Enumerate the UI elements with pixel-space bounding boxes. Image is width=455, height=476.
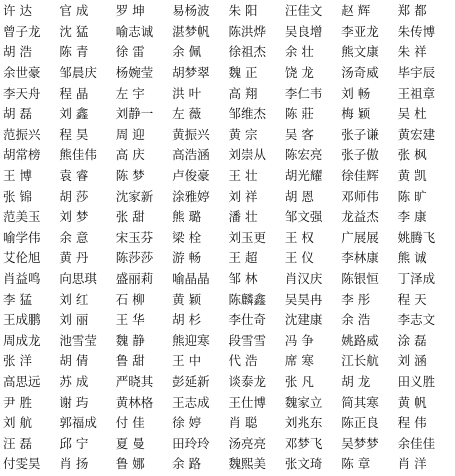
roster-name-cell: 姚腾飞 bbox=[397, 229, 436, 245]
roster-row bbox=[2, 83, 453, 104]
roster-name-cell: 喻晶晶 bbox=[172, 271, 210, 287]
roster-row bbox=[2, 104, 453, 125]
roster-name-cell: 严晓其 bbox=[115, 373, 154, 389]
roster-name-cell: 肖 聪 bbox=[228, 415, 258, 431]
roster-name-cell: 余佳佳 bbox=[397, 435, 436, 451]
roster-name-cell: 胡 磊 bbox=[3, 106, 32, 122]
roster-name-cell: 黄 凯 bbox=[397, 168, 427, 184]
roster-name-cell: 罗 坤 bbox=[115, 3, 145, 19]
roster-row bbox=[2, 186, 453, 207]
roster-name-cell: 王仕博 bbox=[228, 394, 267, 410]
roster-name-cell: 陈洪烨 bbox=[228, 23, 267, 39]
roster-name-cell: 田义胜 bbox=[397, 373, 436, 389]
roster-name-cell: 谈泰龙 bbox=[228, 373, 267, 389]
roster-name-cell: 邹维杰 bbox=[228, 106, 267, 122]
roster-name-cell: 梅 颖 bbox=[341, 106, 371, 122]
roster-name-cell: 李 猛 bbox=[3, 291, 32, 307]
roster-name-cell: 黄 宗 bbox=[228, 126, 258, 142]
roster-row bbox=[2, 248, 453, 269]
roster-row bbox=[2, 331, 453, 352]
roster-name-cell: 吴昊冉 bbox=[284, 291, 323, 307]
roster-name-cell: 江长航 bbox=[341, 353, 379, 369]
roster-name-cell: 朱传博 bbox=[397, 23, 436, 39]
roster-name-cell: 李仁韦 bbox=[284, 85, 323, 101]
roster-name-cell: 徐佳辉 bbox=[341, 168, 379, 184]
roster-name-cell: 范美玉 bbox=[3, 209, 41, 225]
roster-name-cell: 张子傲 bbox=[341, 147, 379, 163]
roster-name-cell: 张子谦 bbox=[341, 126, 379, 142]
roster-name-cell: 肖益鸣 bbox=[3, 271, 41, 287]
roster-name-cell: 周成龙 bbox=[3, 332, 41, 348]
roster-name-cell: 胡 龙 bbox=[341, 373, 371, 389]
roster-name-cell: 王 华 bbox=[115, 312, 145, 328]
roster-name-cell: 陈 青 bbox=[59, 44, 89, 60]
roster-name-cell: 张 枫 bbox=[397, 147, 427, 163]
roster-name-cell: 陈莎莎 bbox=[115, 250, 154, 266]
roster-row bbox=[2, 42, 453, 63]
roster-name-cell: 艾伦旭 bbox=[3, 250, 41, 266]
roster-name-cell: 魏家立 bbox=[284, 394, 323, 410]
roster-name-cell: 郑 都 bbox=[397, 3, 427, 19]
roster-name-cell: 付 佳 bbox=[115, 415, 145, 431]
roster-name-cell: 程 昊 bbox=[59, 126, 89, 142]
roster-name-cell: 刘 涵 bbox=[397, 353, 427, 369]
roster-name-cell: 熊佳伟 bbox=[59, 147, 97, 163]
roster-name-cell: 吴良增 bbox=[284, 23, 323, 39]
roster-name-cell: 高 庆 bbox=[115, 147, 145, 163]
roster-name-cell: 易杨波 bbox=[172, 3, 210, 19]
roster-name-cell: 邱 宁 bbox=[59, 435, 89, 451]
roster-name-cell: 宋玉芬 bbox=[115, 229, 154, 245]
roster-name-cell: 汪 磊 bbox=[3, 435, 32, 451]
roster-name-cell: 余世豪 bbox=[3, 65, 41, 81]
roster-name-cell: 魏熙美 bbox=[228, 456, 267, 472]
roster-row bbox=[2, 392, 453, 413]
roster-name-cell: 邹文强 bbox=[284, 209, 323, 225]
roster-name-cell: 郭福成 bbox=[59, 415, 97, 431]
roster-name-cell: 湛梦帆 bbox=[172, 23, 210, 39]
roster-name-cell: 余 佩 bbox=[172, 44, 202, 60]
roster-name-cell: 胡常榜 bbox=[3, 147, 41, 163]
roster-name-cell: 陈 章 bbox=[341, 456, 371, 472]
roster-row bbox=[2, 63, 453, 84]
roster-row bbox=[2, 372, 453, 393]
roster-name-cell: 高浩涵 bbox=[172, 147, 210, 163]
roster-row bbox=[2, 454, 453, 475]
roster-name-cell: 苏 成 bbox=[59, 373, 89, 389]
roster-row bbox=[2, 269, 453, 290]
roster-name-cell: 魏 正 bbox=[228, 65, 258, 81]
roster-name-cell: 杨婉莹 bbox=[115, 65, 154, 81]
roster-name-cell: 曾子龙 bbox=[3, 23, 41, 39]
roster-name-cell: 陈正良 bbox=[341, 415, 379, 431]
roster-name-cell: 沈家新 bbox=[115, 188, 154, 204]
roster-name-cell: 程 伟 bbox=[397, 415, 427, 431]
roster-name-cell: 余 壮 bbox=[284, 44, 314, 60]
roster-name-cell: 王 权 bbox=[284, 229, 314, 245]
roster-row bbox=[2, 228, 453, 249]
roster-name-cell: 许 达 bbox=[3, 3, 32, 19]
roster-name-cell: 余 意 bbox=[59, 229, 89, 245]
roster-name-cell: 田玲玲 bbox=[172, 435, 210, 451]
roster-name-cell: 吴 杜 bbox=[397, 106, 427, 122]
roster-name-cell: 徐 婷 bbox=[172, 415, 202, 431]
roster-name-cell: 潘 壮 bbox=[228, 209, 258, 225]
roster-name-cell: 涂雅婷 bbox=[172, 188, 210, 204]
roster-name-cell: 肖 洋 bbox=[397, 456, 427, 472]
roster-name-cell: 邓梦飞 bbox=[284, 435, 323, 451]
roster-name-cell: 涂 磊 bbox=[397, 332, 427, 348]
roster-name-cell: 刘兆东 bbox=[284, 415, 323, 431]
roster-name-cell: 徐 雷 bbox=[115, 44, 145, 60]
roster-row bbox=[2, 310, 453, 331]
roster-name-cell: 王成鹏 bbox=[3, 312, 41, 328]
roster-name-cell: 胡梦翠 bbox=[172, 65, 210, 81]
roster-row bbox=[2, 433, 453, 454]
roster-name-cell: 陈宏亮 bbox=[284, 147, 323, 163]
roster-name-cell: 熊迎寒 bbox=[172, 332, 210, 348]
roster-name-cell: 王 超 bbox=[228, 250, 258, 266]
roster-name-cell: 高 翔 bbox=[228, 85, 258, 101]
roster-name-cell: 朱 阳 bbox=[228, 3, 258, 19]
roster-name-cell: 余 浩 bbox=[341, 312, 371, 328]
roster-name-cell: 谢 玙 bbox=[59, 394, 89, 410]
roster-name-cell: 沈 猛 bbox=[59, 23, 89, 39]
roster-row bbox=[2, 145, 453, 166]
roster-name-cell: 沈建康 bbox=[284, 312, 323, 328]
roster-name-cell: 李天舟 bbox=[3, 85, 41, 101]
roster-name-cell: 刘 鑫 bbox=[59, 106, 89, 122]
roster-name-cell: 黄林格 bbox=[115, 394, 154, 410]
roster-name-cell: 周 迎 bbox=[115, 126, 145, 142]
roster-name-cell: 广展展 bbox=[341, 229, 379, 245]
roster-name-cell: 席 寒 bbox=[284, 353, 314, 369]
roster-name-cell: 汤奇威 bbox=[341, 65, 379, 81]
roster-name-cell: 黄宏建 bbox=[397, 126, 436, 142]
roster-name-cell: 黄 颖 bbox=[172, 291, 202, 307]
roster-name-cell: 姚路威 bbox=[341, 332, 379, 348]
roster-name-cell: 王 壮 bbox=[228, 168, 258, 184]
roster-name-cell: 李亚龙 bbox=[341, 23, 379, 39]
roster-name-cell: 胡 倩 bbox=[59, 353, 89, 369]
roster-name-cell: 刘 畅 bbox=[341, 85, 371, 101]
roster-name-cell: 鲁 甜 bbox=[115, 353, 145, 369]
roster-name-cell: 熊 诚 bbox=[397, 250, 427, 266]
roster-name-cell: 王 中 bbox=[172, 353, 202, 369]
roster-name-cell: 刘崇从 bbox=[228, 147, 267, 163]
roster-name-cell: 龙益杰 bbox=[341, 209, 379, 225]
roster-name-cell: 李志文 bbox=[397, 312, 436, 328]
roster-name-cell: 李 彤 bbox=[341, 291, 371, 307]
roster-name-cell: 陈麟鑫 bbox=[228, 291, 267, 307]
roster-name-cell: 徐祖杰 bbox=[228, 44, 267, 60]
roster-name-cell: 简其寒 bbox=[341, 394, 379, 410]
roster-name-cell: 毕宇辰 bbox=[397, 65, 436, 81]
roster-name-cell: 盛丽莉 bbox=[115, 271, 154, 287]
roster-name-cell: 邓师伟 bbox=[341, 188, 379, 204]
roster-name-cell: 朱 祥 bbox=[397, 44, 427, 60]
roster-name-cell: 张文琦 bbox=[284, 456, 323, 472]
roster-name-cell: 熊文康 bbox=[341, 44, 379, 60]
roster-name-cell: 王祖章 bbox=[397, 85, 436, 101]
roster-name-cell: 刘 梦 bbox=[59, 209, 89, 225]
roster-name-cell: 袁 睿 bbox=[59, 168, 89, 184]
roster-name-cell: 鲁 娜 bbox=[115, 456, 145, 472]
roster-name-cell: 喻志诚 bbox=[115, 23, 154, 39]
roster-name-cell: 高思远 bbox=[3, 373, 41, 389]
roster-name-cell: 魏 静 bbox=[115, 332, 145, 348]
roster-name-cell: 陈银恒 bbox=[341, 271, 379, 287]
roster-name-cell: 胡 杉 bbox=[172, 312, 202, 328]
roster-name-cell: 汤亮亮 bbox=[228, 435, 267, 451]
roster-name-cell: 王 仪 bbox=[284, 250, 314, 266]
roster-name-cell: 吴梦梦 bbox=[341, 435, 379, 451]
roster-name-cell: 汪佳文 bbox=[284, 3, 323, 19]
roster-name-cell: 王志成 bbox=[172, 394, 210, 410]
roster-name-cell: 赵 辉 bbox=[341, 3, 371, 19]
roster-name-cell: 刘 红 bbox=[59, 291, 89, 307]
roster-name-cell: 程 天 bbox=[397, 291, 427, 307]
roster-name-cell: 张 锦 bbox=[3, 188, 32, 204]
roster-name-cell: 洪 叶 bbox=[172, 85, 202, 101]
roster-name-cell: 左 薇 bbox=[172, 106, 202, 122]
roster-name-cell: 饶 龙 bbox=[284, 65, 314, 81]
roster-name-cell: 刘 丽 bbox=[59, 312, 89, 328]
roster-name-cell: 李林康 bbox=[341, 250, 379, 266]
roster-name-cell: 黄 丹 bbox=[59, 250, 89, 266]
roster-name-cell: 邹晨庆 bbox=[59, 65, 97, 81]
roster-name-cell: 游 畅 bbox=[172, 250, 202, 266]
roster-name-cell: 陈 莊 bbox=[284, 106, 314, 122]
roster-name-cell: 邹 林 bbox=[228, 271, 258, 287]
roster-name-cell: 刘 航 bbox=[3, 415, 32, 431]
roster-name-cell: 黄振兴 bbox=[172, 126, 210, 142]
roster-name-cell: 李仕奇 bbox=[228, 312, 267, 328]
roster-name-cell: 熊 璐 bbox=[172, 209, 202, 225]
roster-name-cell: 夏 曼 bbox=[115, 435, 145, 451]
roster-name-cell: 张 洋 bbox=[3, 353, 32, 369]
roster-row bbox=[2, 22, 453, 43]
roster-name-cell: 左 宇 bbox=[115, 85, 145, 101]
roster-name-cell: 池雪莹 bbox=[59, 332, 97, 348]
roster-name-cell: 冯 争 bbox=[284, 332, 314, 348]
roster-name-cell: 吴 客 bbox=[284, 126, 314, 142]
roster-name-cell: 尹 胜 bbox=[3, 394, 32, 410]
roster-row bbox=[2, 125, 453, 146]
roster-name-cell: 段雪雪 bbox=[228, 332, 267, 348]
roster-name-cell: 王 博 bbox=[3, 168, 32, 184]
roster-name-cell: 彭延新 bbox=[172, 373, 210, 389]
roster-name-cell: 余 路 bbox=[172, 456, 202, 472]
roster-name-cell: 丁泽成 bbox=[397, 271, 436, 287]
roster-name-cell: 刘 祥 bbox=[228, 188, 258, 204]
roster-row bbox=[2, 1, 453, 22]
roster-name-cell: 黄 帆 bbox=[397, 394, 427, 410]
roster-name-cell: 胡 浩 bbox=[3, 44, 32, 60]
roster-name-cell: 梁 栓 bbox=[172, 229, 202, 245]
roster-name-cell: 代 浩 bbox=[228, 353, 258, 369]
roster-row bbox=[2, 166, 453, 187]
roster-row bbox=[2, 289, 453, 310]
roster-name-cell: 喻学伟 bbox=[3, 229, 41, 245]
roster-name-cell: 卢俊豪 bbox=[172, 168, 210, 184]
roster-name-cell: 范振兴 bbox=[3, 126, 41, 142]
roster-name-cell: 肖 扬 bbox=[59, 456, 89, 472]
roster-name-cell: 肖汉庆 bbox=[284, 271, 323, 287]
roster-row bbox=[2, 207, 453, 228]
roster-name-cell: 刘静一 bbox=[115, 106, 154, 122]
roster-name-cell: 刘玉更 bbox=[228, 229, 267, 245]
roster-row bbox=[2, 413, 453, 434]
roster-name-cell: 胡 恩 bbox=[284, 188, 314, 204]
roster-name-cell: 程 晶 bbox=[59, 85, 89, 101]
roster-name-cell: 陈 梦 bbox=[115, 168, 145, 184]
roster-name-cell: 张 凡 bbox=[284, 373, 314, 389]
roster-name-cell: 石 柳 bbox=[115, 291, 145, 307]
roster-name-cell: 张 甜 bbox=[115, 209, 145, 225]
roster-name-cell: 陈 旷 bbox=[397, 188, 427, 204]
roster-name-cell: 向思琪 bbox=[59, 271, 97, 287]
roster-name-cell: 胡 莎 bbox=[59, 188, 89, 204]
roster-name-cell: 付雯昊 bbox=[3, 456, 41, 472]
roster-name-cell: 胡光耀 bbox=[284, 168, 323, 184]
roster-name-cell: 官 成 bbox=[59, 3, 89, 19]
roster-name-cell: 李 康 bbox=[397, 209, 427, 225]
roster-row bbox=[2, 351, 453, 372]
